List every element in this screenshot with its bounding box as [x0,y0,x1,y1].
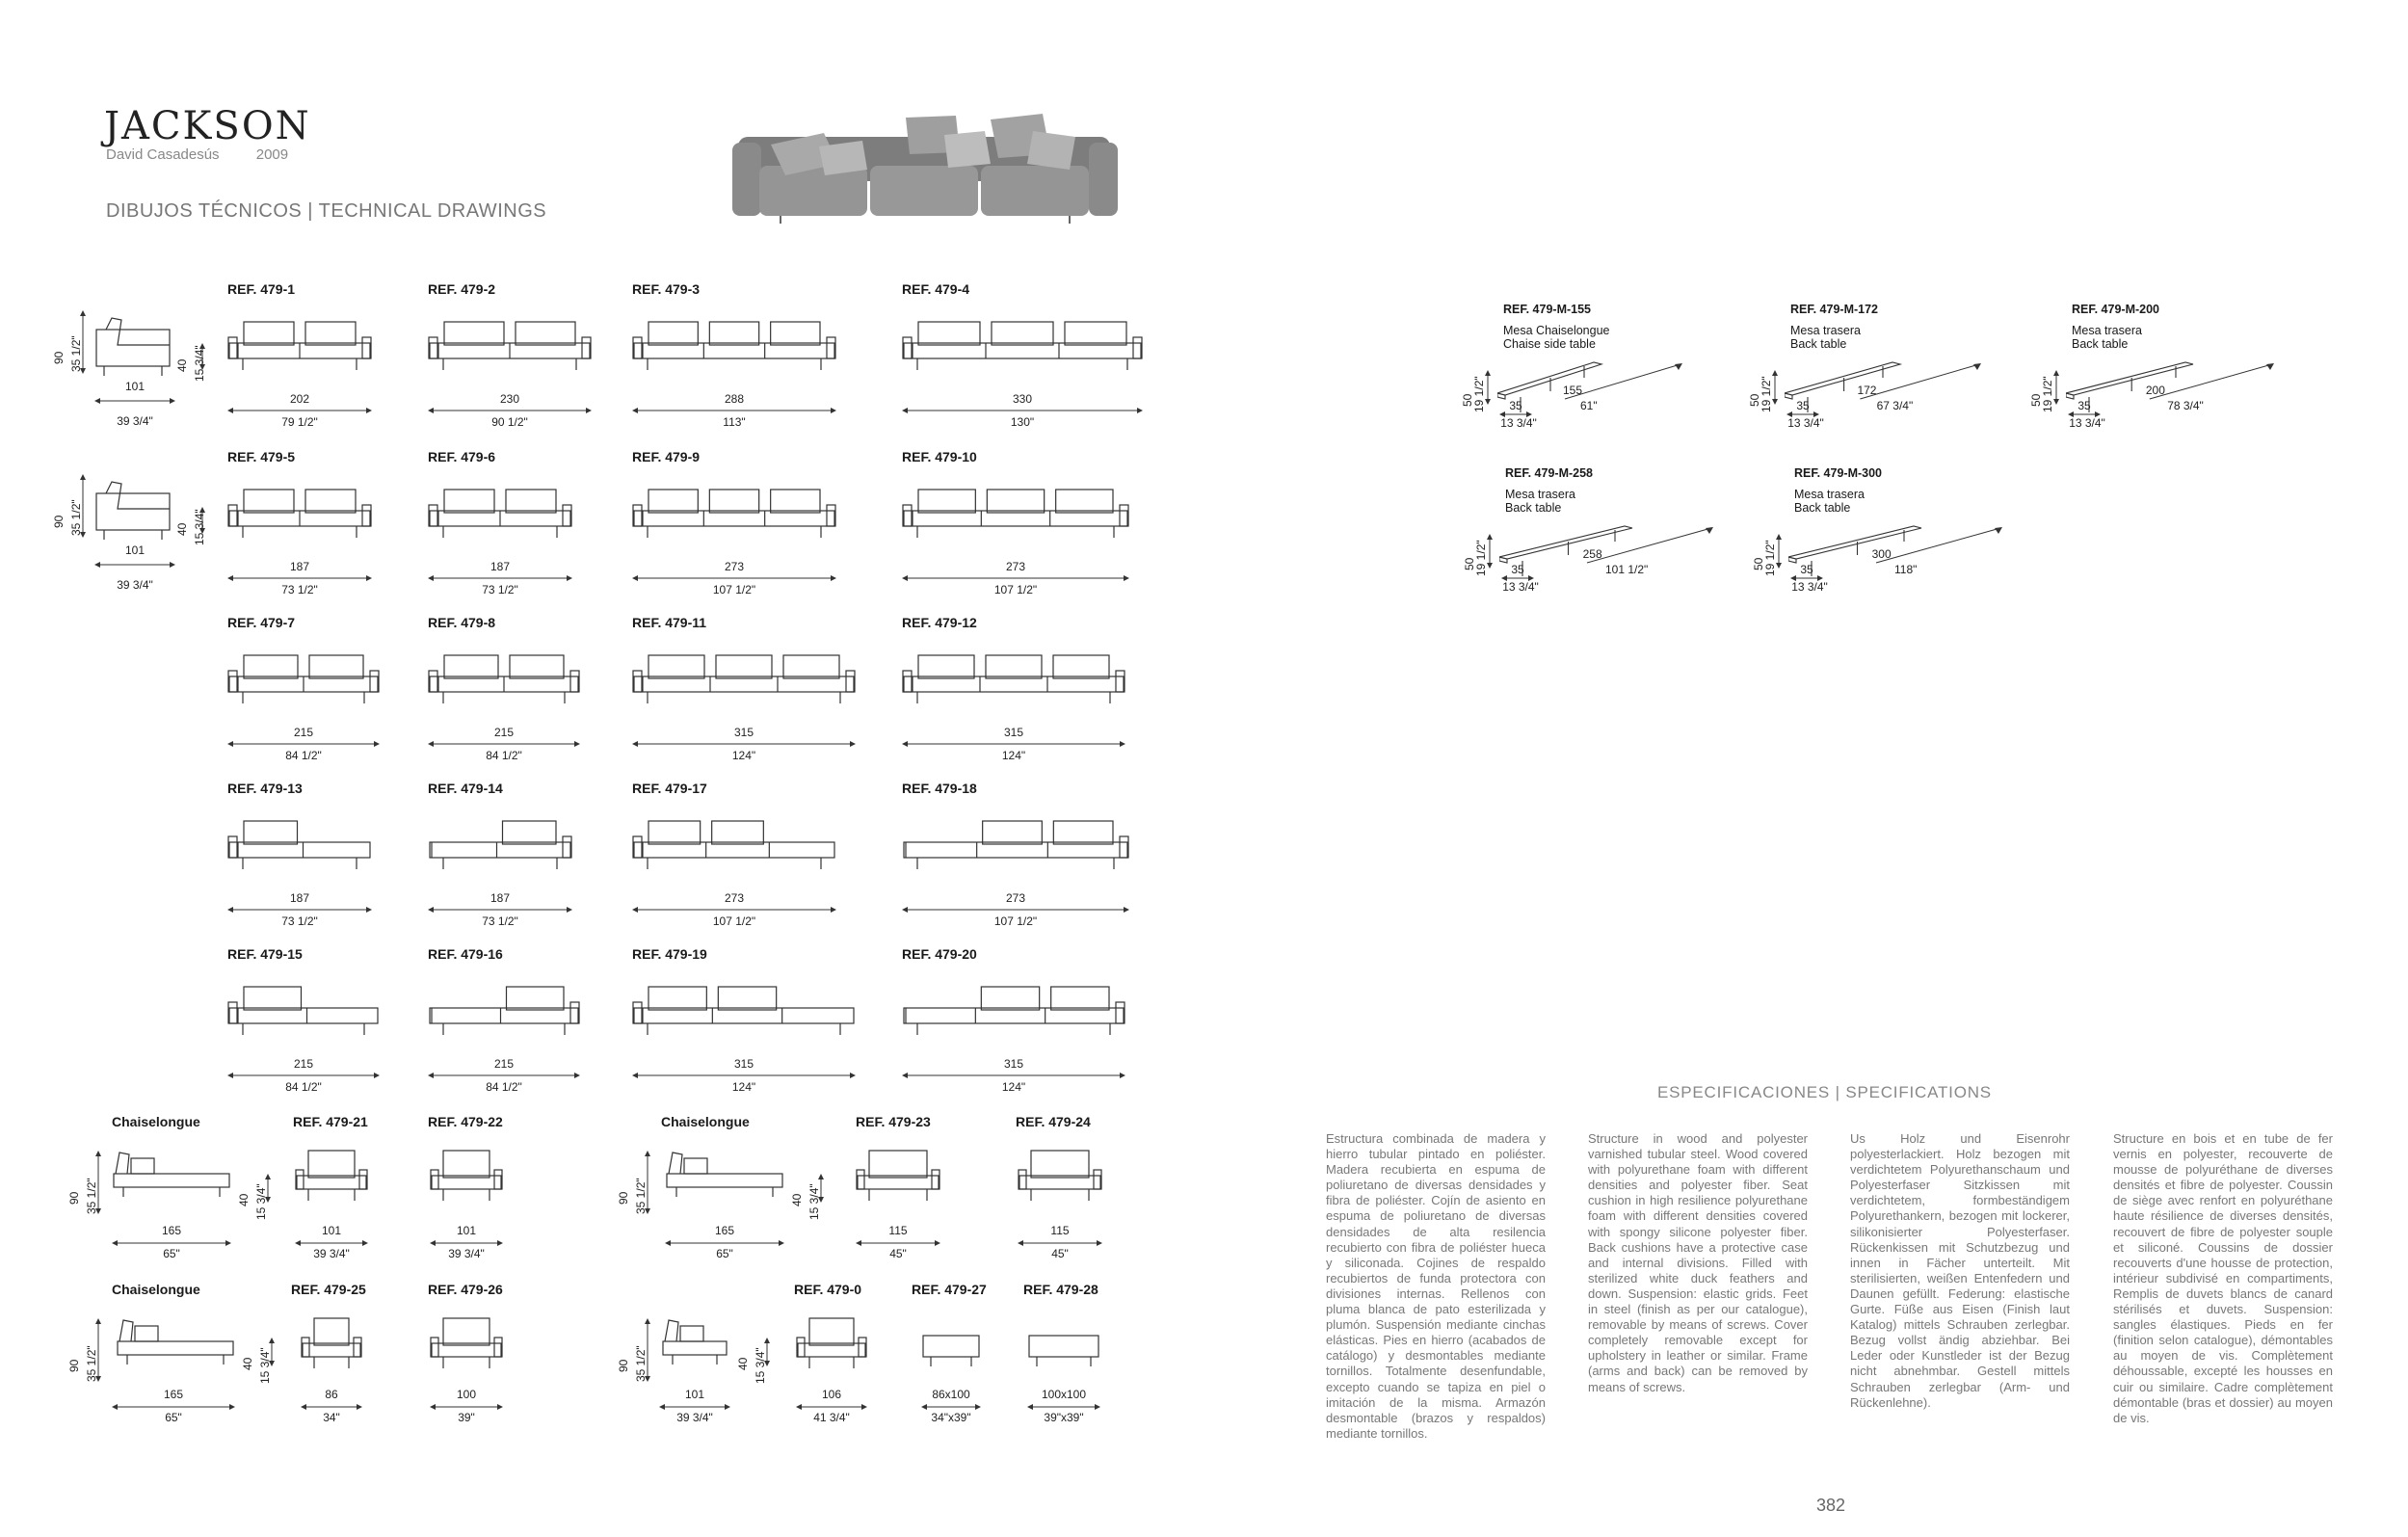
width-in: 34"x39" [931,1411,971,1424]
sofa-drawing [902,320,1147,376]
armchair-drawing [295,1149,372,1205]
width-dim-line [659,1403,730,1411]
side-height-cm: 90 [52,515,66,528]
width-in: 107 1/2" [993,583,1038,596]
side-profile-drawing [94,316,173,384]
width-in: 39" [458,1411,475,1424]
width-in: 39"x39" [1044,1411,1084,1424]
table-name-en: Back table [1790,337,1847,351]
width-dim-line [295,1239,368,1247]
table-depth-in: 13 3/4" [1791,580,1828,594]
width-cm: 315 [1003,726,1024,739]
width-in: 41 3/4" [813,1411,850,1424]
height-cm: 40 [241,1357,254,1370]
width-dim-line [428,407,592,414]
sofa-ref: REF. 479-2 [428,281,496,297]
side-depth-in: 39 3/4" [117,578,153,592]
table-length-in: 101 1/2" [1605,563,1649,576]
designer-name: David Casadesús [106,146,220,163]
width-cm: 315 [733,1057,754,1071]
height-cm: 40 [736,1357,750,1370]
width-dim-line [428,1072,580,1079]
height-in: 15 3/4" [258,1347,272,1384]
width-dim-line [902,407,1143,414]
width-cm: 115 [888,1224,908,1237]
sofa-drawing [632,819,840,875]
table-depth-in: 13 3/4" [1500,416,1537,430]
sofa-ref: REF. 479-14 [428,781,503,796]
item-ref: REF. 479-23 [856,1114,931,1129]
item-ref: REF. 479-24 [1016,1114,1091,1129]
height-cm: 40 [237,1193,251,1206]
sofa-ref: REF. 479-8 [428,615,496,630]
armchair-drawing [1018,1149,1106,1205]
width-cm: 86 [325,1388,338,1401]
width-cm: 100 [456,1388,477,1401]
depth-dim-line [94,561,175,569]
sofa-drawing [428,653,584,709]
width-dim-line [227,574,372,582]
width-cm: 101 [321,1224,342,1237]
sofa-ref: REF. 479-18 [902,781,977,796]
width-dim-line [632,1072,856,1079]
sofa-ref: REF. 479-11 [632,615,707,630]
width-dim-line [227,906,372,914]
width-in: 107 1/2" [712,914,756,928]
height-in: 35 1/2" [634,1178,648,1214]
width-dim-line [902,906,1129,914]
table-height-cm: 50 [1752,557,1765,570]
spec-es: Estructura combinada de madera y hierro tubular pintado en poliéster. Madera recubierta en espuma de poliuretano de diversas densidades y fibra de poliéster. Cojín de asiento en espuma de poliuretano de diversas densidades de alta resilencia recubierto con fibra de poliéster hueca y siliconada. Cojines de respaldo recubiertos de funda protectora con divisiones internas. Rellenos con pluma blanca de pato esterilizada y plumón. Suspensión mediante cinchas elásticas. Pies en hierro (acabados de catálogo) y desmontables mediante tornillos. Totalmente desenfundable, excepto cuando se tapiza en piel o imitación de la misma. Armazón desmontable (brazos y respaldos) mediante tornillos. [1326,1131,1546,1441]
sofa-ref: REF. 479-3 [632,281,701,297]
height-cm: 90 [67,1191,81,1205]
table-ref: REF. 479-M-200 [2072,303,2160,316]
width-dim-line [796,1403,867,1411]
table-depth-cm: 35 [1800,563,1813,576]
sofa-drawing [227,320,376,376]
sofa-ref: REF. 479-20 [902,946,977,962]
width-cm: 215 [493,726,515,739]
sofa-ref: REF. 479-5 [227,449,296,464]
sofa-ref: REF. 479-9 [632,449,701,464]
sofa-drawing [632,488,840,543]
table-name-es: Mesa trasera [2072,324,2142,337]
item-ref: REF. 479-25 [291,1282,366,1297]
pouf-drawing [921,1334,985,1372]
table-name-en: Back table [1794,501,1851,515]
width-in: 90 1/2" [491,415,528,429]
table-name-es: Mesa trasera [1505,488,1575,501]
section-heading: DIBUJOS TÉCNICOS | TECHNICAL DRAWINGS [106,200,547,222]
sofa-drawing [428,985,584,1041]
width-in: 73 1/2" [482,583,518,596]
width-cm: 187 [289,560,310,573]
chaiselongue-label: Chaiselongue [661,1114,750,1129]
width-in: 124" [731,749,756,762]
width-cm: 187 [490,560,511,573]
height-cm: 90 [617,1359,630,1372]
width-dim-line [301,1403,362,1411]
table-depth-in: 13 3/4" [2069,416,2105,430]
width-cm: 288 [724,392,745,406]
table-depth-cm: 35 [1509,399,1522,412]
seat-height-in: 15 3/4" [193,509,206,545]
width-in: 84 1/2" [285,749,322,762]
sofa-drawing [632,985,860,1041]
table-ref: REF. 479-M-300 [1794,466,1883,480]
sofa-ref: REF. 479-19 [632,946,707,962]
side-height-in: 35 1/2" [69,335,83,372]
table-ref: REF. 479-M-155 [1503,303,1592,316]
sofa-drawing [902,653,1129,709]
sofa-ref: REF. 479-13 [227,781,303,796]
seat-height-cm: 40 [175,522,189,536]
width-cm: 100x100 [1041,1388,1087,1401]
side-height-cm: 90 [52,351,66,364]
width-cm: 165 [163,1388,184,1401]
armchair-drawing [430,1316,507,1372]
sofa-photo [732,108,1118,224]
chaiselongue-drawing [661,1316,732,1368]
width-in: 84 1/2" [486,749,522,762]
width-in: 130" [1010,415,1035,429]
sofa-ref: REF. 479-1 [227,281,296,297]
sofa-ref: REF. 479-17 [632,781,707,796]
item-ref: REF. 479-27 [912,1282,987,1297]
width-cm: 230 [499,392,520,406]
table-length-cm: 200 [2145,384,2165,397]
table-name-en: Chaise side table [1503,337,1596,351]
height-cm: 90 [617,1191,630,1205]
pouf-drawing [1027,1334,1104,1372]
width-dim-line [112,1239,231,1247]
sofa-drawing [428,488,576,543]
height-in: 35 1/2" [634,1345,648,1382]
sofa-ref: REF. 479-7 [227,615,296,630]
width-in: 65" [165,1411,182,1424]
height-in: 15 3/4" [254,1183,268,1220]
armchair-drawing [430,1149,507,1205]
width-in: 124" [731,1080,756,1094]
width-cm: 273 [724,891,745,905]
width-in: 73 1/2" [482,914,518,928]
width-in: 73 1/2" [281,583,318,596]
spec-fr: Structure en bois et en tube de fer vernis en polyester, recouverte de mousse de polyuréthane de diverses densités et fibre de polyester. Coussin de siège avec renfort en polyuréthane haute résilience de diverses densités, recouvert de fibre de polyester souple et siliconé. Coussins de dossier recouverts d'une housse de protection, intérieur subdivisé en compartiments, Remplis de duvets blancs de canard stérilisés et duvets. Suspension: sangles élastiques. Pieds en fer (finition selon catalogue), démontables au moyen de vis. Complètement déhoussable, excepté les housses en cuir ou similaire. Cadre complètement démontable (bras et dossier) au moyen de vis. [2113,1131,2333,1425]
width-cm: 202 [289,392,310,406]
spec-de: Us Holz und Eisenrohr polyesterlackiert. Holz bezogen mit verdichtetem Polyurethanschaum und Polyesterfaser Sitzkissen mit verdichtetem, formbeständigem Polyurethankern, bezogen mit lockerer, silikonisierter Polyesterfaser. Rückenkissen mit Schutzbezug und innen in Fächer unterteilt. Mit sterilisierten, weißen Entenfedern und Daunen gefüllt. Federung: elastische Gurte. Füße aus Eisen (Finish laut Katalog) mittels Schrauben zerlegbar. Bezug vollst ändig abziehbar. Bei Leder oder Kunstleder ist der Bezug nicht abnehmbar. Gestell mittels Schrauben zerlegbar (Arm- und Rückenlehne). [1850,1131,2070,1410]
sofa-drawing [227,488,376,543]
width-in: 107 1/2" [993,914,1038,928]
table-depth-cm: 35 [2077,399,2091,412]
table-length-in: 78 3/4" [2167,399,2204,412]
width-in: 84 1/2" [486,1080,522,1094]
armchair-drawing [856,1149,944,1205]
width-cm: 215 [293,726,314,739]
page-title: JACKSON [104,104,311,148]
side-depth-cm: 101 [124,380,146,393]
table-depth-in: 13 3/4" [1502,580,1539,594]
table-length-cm: 300 [1871,547,1892,561]
width-cm: 86x100 [932,1388,970,1401]
table-depth-cm: 35 [1796,399,1810,412]
width-cm: 273 [1005,560,1026,573]
width-dim-line [428,740,580,748]
table-length-in: 61" [1580,399,1598,412]
height-in: 35 1/2" [85,1345,98,1382]
width-dim-line [902,1072,1125,1079]
width-in: 124" [1001,1080,1026,1094]
sofa-drawing [227,819,376,875]
table-depth-cm: 35 [1511,563,1524,576]
specifications-title: ESPECIFICACIONES | SPECIFICATIONS [1657,1083,1992,1101]
sofa-ref: REF. 479-6 [428,449,496,464]
width-in: 45" [1051,1247,1069,1260]
width-in: 84 1/2" [285,1080,322,1094]
width-dim-line [227,740,380,748]
width-dim-line [227,1072,380,1079]
width-dim-line [632,740,856,748]
width-cm: 315 [733,726,754,739]
sofa-drawing [632,320,840,376]
seat-height-cm: 40 [175,358,189,372]
width-in: 107 1/2" [712,583,756,596]
sofa-drawing [632,653,860,709]
sofa-drawing [227,985,384,1041]
width-cm: 101 [456,1224,477,1237]
chaiselongue-drawing [116,1316,239,1368]
width-in: 65" [716,1247,733,1260]
height-in: 15 3/4" [754,1347,767,1384]
chaiselongue-label: Chaiselongue [112,1282,200,1297]
width-dim-line [856,1239,940,1247]
table-height-in: 19 1/2" [1760,376,1773,412]
table-ref: REF. 479-M-258 [1505,466,1594,480]
designer-line [106,146,321,163]
width-cm: 215 [493,1057,515,1071]
width-dim-line [1018,1239,1102,1247]
table-name-es: Mesa Chaiselongue [1503,324,1610,337]
height-cm: 40 [790,1193,804,1206]
height-in: 15 3/4" [807,1183,821,1220]
width-in: 65" [163,1247,180,1260]
table-height-cm: 50 [1463,557,1476,570]
width-in: 39 3/4" [676,1411,713,1424]
seat-height-in: 15 3/4" [193,345,206,382]
width-dim-line [227,407,372,414]
sofa-drawing [902,488,1133,543]
side-profile-drawing [94,480,173,547]
sofa-ref: REF. 479-10 [902,449,977,464]
table-height-in: 19 1/2" [1474,540,1488,576]
table-height-cm: 50 [1461,393,1474,407]
side-depth-cm: 101 [124,543,146,557]
width-in: 113" [723,415,746,429]
height-in: 35 1/2" [85,1178,98,1214]
table-height-in: 19 1/2" [2041,376,2054,412]
depth-dim-line [94,397,175,405]
item-ref: REF. 479-21 [293,1114,368,1129]
width-cm: 273 [1005,891,1026,905]
table-name-es: Mesa trasera [1790,324,1861,337]
width-in: 124" [1001,749,1026,762]
width-dim-line [921,1403,981,1411]
sofa-ref: REF. 479-15 [227,946,303,962]
table-length-cm: 155 [1563,384,1583,397]
armchair-drawing [301,1316,366,1372]
width-dim-line [430,1239,503,1247]
width-dim-line [428,574,572,582]
chaiselongue-drawing [112,1149,235,1201]
table-length-in: 118" [1894,563,1918,576]
width-dim-line [1027,1403,1100,1411]
chaiselongue-label: Chaiselongue [112,1114,200,1129]
width-in: 39 3/4" [313,1247,350,1260]
width-in: 73 1/2" [281,914,318,928]
width-cm: 187 [289,891,310,905]
table-height-in: 19 1/2" [1472,376,1486,412]
width-in: 34" [323,1411,340,1424]
width-dim-line [665,1239,784,1247]
width-dim-line [632,407,836,414]
width-dim-line [632,906,836,914]
table-length-in: 67 3/4" [1876,399,1914,412]
spec-en: Structure in wood and polyester varnished tubular steel. Wood covered with polyurethane foam with different densities and polyester fiber. Seat cushion in high resilience polyurethane foam with different densities covered with spongy silicone polyester fiber. Back cushions have a protective case and internal divisions. Filled with sterilized white duck feathers and down. Suspension: elastic grids. Feet in steel (finish as per our catalogue), removable by means of screws. Cover completely removable except for upholstery in leather or similar. Frame (arms and back) can be removed by means of screws. [1588,1131,1808,1394]
table-height-cm: 50 [1748,393,1761,407]
table-name-en: Back table [1505,501,1562,515]
sofa-drawing [227,653,384,709]
table-height-cm: 50 [2029,393,2043,407]
chaiselongue-drawing [665,1149,788,1201]
armchair-drawing [796,1316,871,1372]
table-ref: REF. 479-M-172 [1790,303,1879,316]
design-year: 2009 [255,146,289,163]
width-dim-line [632,574,836,582]
width-in: 79 1/2" [281,415,318,429]
width-in: 45" [889,1247,907,1260]
width-cm: 315 [1003,1057,1024,1071]
sofa-ref: REF. 479-16 [428,946,503,962]
item-ref: REF. 479-26 [428,1282,503,1297]
sofa-ref: REF. 479-12 [902,615,977,630]
width-cm: 187 [490,891,511,905]
width-dim-line [112,1403,235,1411]
table-depth-in: 13 3/4" [1787,416,1824,430]
sofa-drawing [428,320,595,376]
width-dim-line [902,574,1129,582]
table-length-cm: 258 [1582,547,1602,561]
sofa-ref: REF. 479-4 [902,281,970,297]
width-cm: 101 [684,1388,705,1401]
width-cm: 273 [724,560,745,573]
width-cm: 215 [293,1057,314,1071]
width-in: 39 3/4" [448,1247,485,1260]
width-cm: 165 [714,1224,735,1237]
table-height-in: 19 1/2" [1763,540,1777,576]
item-ref: REF. 479-22 [428,1114,503,1129]
width-cm: 330 [1012,392,1033,406]
width-cm: 115 [1050,1224,1070,1237]
height-cm: 90 [67,1359,81,1372]
item-ref: REF. 479-0 [794,1282,862,1297]
sofa-drawing [902,819,1133,875]
width-dim-line [428,906,572,914]
sofa-drawing [902,985,1129,1041]
width-cm: 106 [821,1388,842,1401]
table-length-cm: 172 [1857,384,1877,397]
item-ref: REF. 479-28 [1023,1282,1098,1297]
sofa-drawing [428,819,576,875]
side-depth-in: 39 3/4" [117,414,153,428]
page-number: 382 [1816,1496,1846,1515]
width-dim-line [430,1403,503,1411]
side-height-in: 35 1/2" [69,499,83,536]
width-cm: 165 [161,1224,182,1237]
width-dim-line [902,740,1125,748]
table-name-es: Mesa trasera [1794,488,1865,501]
table-name-en: Back table [2072,337,2129,351]
